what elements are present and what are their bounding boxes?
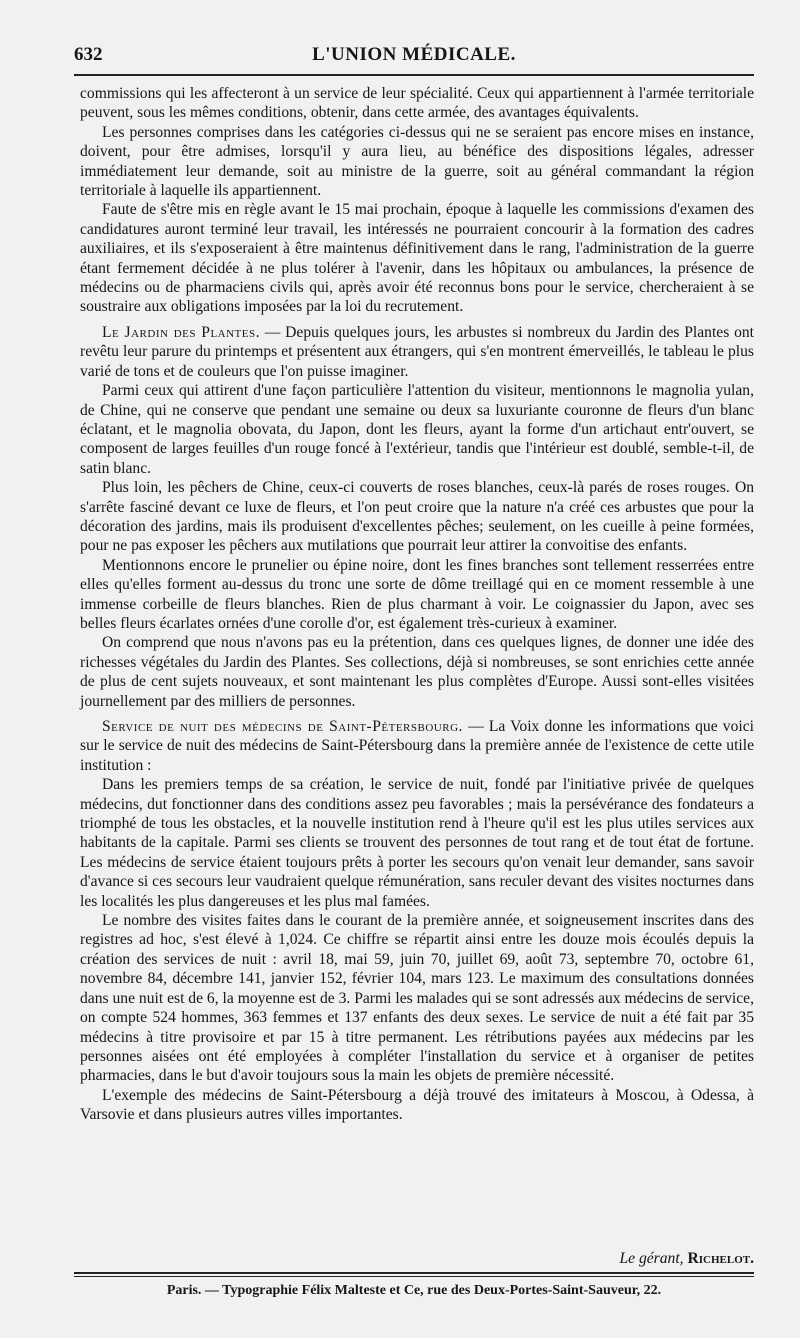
paragraph-12: L'exemple des médecins de Saint-Pétersbourg a déjà trouvé des imitateurs à Moscou, à Odessa, à Varsovie et dans plusieurs autres villes importantes. (80, 1086, 754, 1124)
paragraph-11: Le nombre des visites faites dans le courant de la première année, et soigneusement inscrites dans des registres ad hoc, s'est élevé à 1,024. Ce chiffre se répartit ainsi entre les douze mois écoulés depuis la création des services de nuit : avril 18, mai 59, juin 70, juillet 69, août 73, septembre 70, octobre 61, novembre 84, décembre 141, janvier 152, février 104, mars 123. Le maximum des consultations données dans une nuit est de 6, la moyenne est de 3. Parmi les malades qui se sont adressés aux médecins de service, on compte 524 hommes, 363 femmes et 137 enfants des deux sexes. Le service de nuit a été fait par 35 médecins à titre provisoire et par 15 à titre permanent. Les rétributions payées aux médecins par les personnes aisées ont été employées à compléter l'installation du service et à organiser de petites pharmacies, dans le but d'avoir toujours sous la main les objets de première nécessité. (80, 912, 754, 1085)
signature-label: Le gérant, (619, 1250, 684, 1267)
article-body (80, 84, 754, 1125)
header-rule (74, 74, 754, 76)
paragraph-jardin-intro-text: — Depuis quelques jours, les arbustes si nombreux du Jardin des Plantes ont revêtu leur parure du printemps et présentent aux étrangers, qui s'en montrent émerveillés, le tableau le plus varié de tons et de couleurs que l'on puisse imaginer. (80, 323, 754, 380)
journal-title: L'UNION MÉDICALE. (312, 44, 516, 65)
signature-name: Richelot. (687, 1250, 754, 1267)
section-heading-jardin: Le Jardin des Plantes. (102, 323, 261, 341)
signature (80, 1250, 754, 1268)
paragraph-service-intro-text: — La Voix donne les informations que voici sur le service de nuit des médecins de Saint-Pétersbourg dans la première année de l'existence de cette utile institution : (80, 718, 754, 774)
paragraph-6: Plus loin, les pêchers de Chine, ceux-ci couverts de roses blanches, ceux-là parés de roses rouges. On s'arrête fasciné devant ce luxe de fleurs, et l'on peut croire que la nature n'a créé ces arbustes que pour la décoration des jardins, mais ils produisent d'excellentes pêches; seulement, on les cueille à peine formées, pour ne pas exposer les pêchers aux mutilations que pourrait leur attirer la convoitise des enfants. (80, 479, 754, 555)
paragraph-10: Dans les premiers temps de sa création, le service de nuit, fondé par l'initiative privée de quelques médecins, dut fonctionner dans des conditions assez peu favorables ; mais la persévérance des fondateurs a triomphé de tous les obstacles, et la nouvelle institution rend à l'heure qu'il est les plus utiles services aux habitants de la capitale. Parmi ses clients se trouvent des personnes de tout rang et de tout état de fortune. Les médecins de service étaient toujours prêts à porter les secours qu'on venait leur demander, sans savoir d'avance si ces secours leur vaudraient quelque rémunération, sans reculer devant des visites nocturnes dans les localités les plus dangereuses et les plus mal famées. (80, 776, 754, 910)
paragraph-2: Les personnes comprises dans les catégories ci-dessus qui ne se seraient pas encore mises en instance, doivent, pour être admises, lorsqu'il y aura lieu, au bénéfice des dispositions légales, adresser immédiatement leur demande, soit au ministre de la guerre, soit au général commandant la région territoriale à laquelle ils appartiennent. (80, 123, 754, 200)
paragraph-jardin-intro (80, 323, 754, 381)
page-header (74, 44, 754, 72)
footer-rule (74, 1272, 754, 1274)
paragraph-service-intro (80, 717, 754, 775)
paragraph-3: Faute de s'être mis en règle avant le 15 mai prochain, époque à laquelle les commissions d'examen des candidatures auront terminé leur travail, les intéressés ne pourraient concourir à la formation des cadres auxiliaires, et ils s'exposeraient à être maintenus définitivement dans le rang, l'administration de la guerre étant fermement décidée à ne plus tolérer à l'avenir, dans les hôpitaux ou ambulances, la présence de médecins ou de pharmaciens civils qui, après avoir été reconnus bons pour le service, chercheraient à se soustraire aux obligations imposées par la loi du recrutement. (80, 201, 754, 316)
paragraph-7: Mentionnons encore le prunelier ou épine noire, dont les fines branches sont tellement resserrées entre elles qu'elles forment au-dessus du tronc une sorte de dôme treillagé qui en ce moment ressemble à une immense corbeille de fleurs blanches. Rien de plus charmant à voir. Le coignassier du Japon, avec ses belles fleurs écarlates ornées d'une corolle d'or, est également très-curieux à examiner. (80, 556, 754, 632)
page-number: 632 (74, 44, 103, 65)
paragraph-5: Parmi ceux qui attirent d'une façon particulière l'attention du visiteur, mentionnons le magnolia yulan, de Chine, qui ne conserve que pendant une semaine ou deux sa luxuriante couronne de fleurs d'un blanc éclatant, et le magnolia obovata, du Japon, dont les fleurs, ayant la forme d'un artichaut entr'ouvert, se composent de larges feuilles d'un rouge foncé à l'extérieur, tandis que l'intérieur est doublé, semble-t-il, de satin blanc. (80, 382, 754, 477)
paragraph-1: commissions qui les affecteront à un service de leur spécialité. Ceux qui appartiennent à l'armée territoriale peuvent, sous les mêmes conditions, obtenir, dans cette armée, des avantages équivalents. (80, 85, 754, 122)
printer-imprint: Paris. — Typographie Félix Malteste et Ce, rue des Deux-Portes-Saint-Sauveur, 22. (166, 1283, 662, 1298)
paragraph-8: On comprend que nous n'avons pas eu la prétention, dans ces quelques lignes, de donner une idée des richesses végétales du Jardin des Plantes. Ses collections, déjà si nombreuses, se sont enrichies cette année de plus de cent sujets nouveaux, et sont maintenant les plus complètes d'Europe. Aussi sont-elles visitées journellement par des milliers de personnes. (80, 634, 754, 710)
footer-rule-thin (74, 1276, 754, 1277)
section-heading-service: Service de nuit des médecins de Saint-Pétersbourg. (102, 718, 463, 735)
